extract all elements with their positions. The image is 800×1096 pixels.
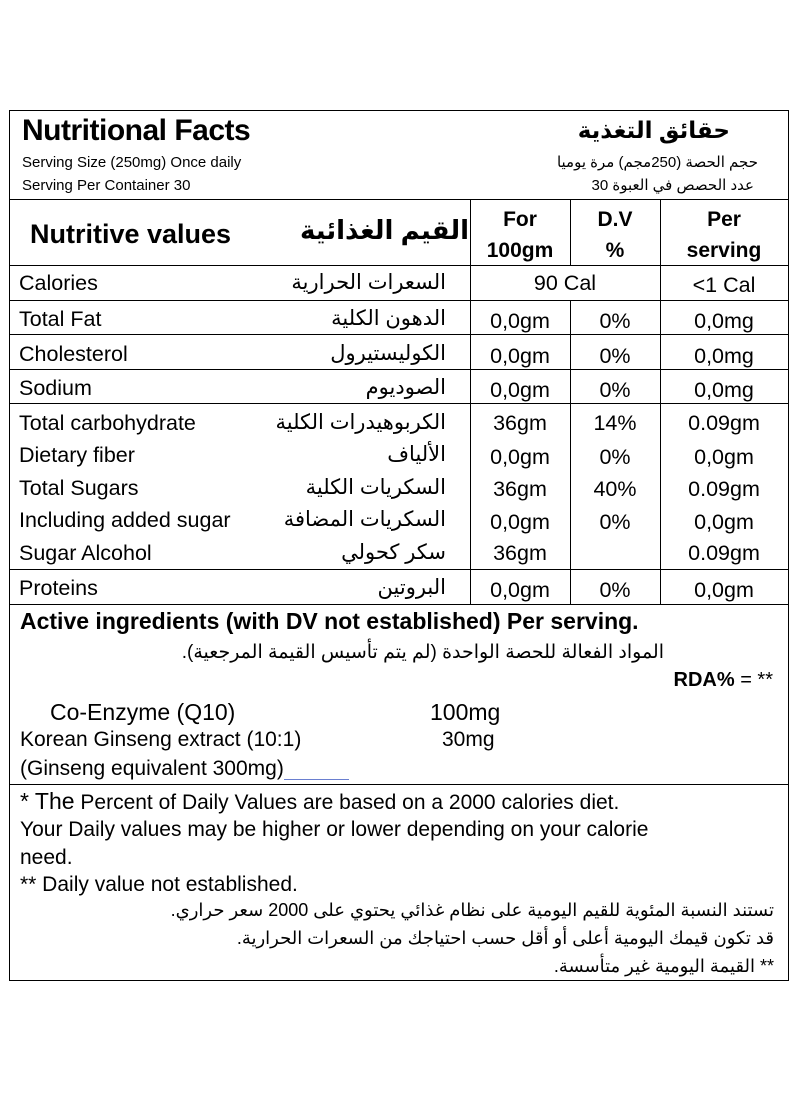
divider — [10, 199, 788, 200]
per-serving-value: 0.09gm — [688, 411, 760, 435]
dv-percent-value: 40% — [593, 477, 637, 501]
per-100gm-value: 0,0gm — [490, 378, 550, 402]
nutrient-name: Total carbohydrate — [19, 411, 196, 435]
dv-percent-value: 14% — [593, 411, 637, 435]
footnote-daily-values: * The Percent of Daily Values are based on a 2000 calories diet. — [20, 788, 620, 814]
nutrient-name-arabic: سكر كحولي — [341, 541, 446, 564]
dv-percent-value: 0% — [599, 578, 631, 602]
per-serving-value: 0,0mg — [694, 378, 754, 402]
nutrient-name: Total Sugars — [19, 476, 139, 500]
serving-size-arabic: حجم الحصة (250مجم) مرة يوميا — [556, 154, 758, 171]
column-header-per-100gm: For 100gm — [486, 208, 554, 262]
nutrition-label — [9, 110, 789, 981]
column-header-nutritive-values-arabic: القيم الغذائية — [300, 215, 470, 245]
per-100gm-value: 0,0gm — [490, 510, 550, 534]
per-serving-value: 0,0gm — [694, 445, 754, 469]
per-100gm-value: 0,0gm — [490, 309, 550, 333]
nutrient-name: Proteins — [19, 576, 98, 600]
nutrient-name-arabic: الكوليستيرول — [330, 342, 446, 365]
per-100gm-value: 0,0gm — [490, 578, 550, 602]
nutrient-name-arabic: السعرات الحرارية — [291, 271, 446, 294]
servings-per-container-english: Serving Per Container 30 — [22, 177, 191, 194]
title-english: Nutritional Facts — [22, 114, 251, 147]
servings-per-container-arabic: عدد الحصص في العبوة 30 — [591, 177, 754, 194]
divider — [10, 369, 788, 370]
divider — [10, 569, 788, 570]
nutrient-name-arabic: السكريات المضافة — [283, 508, 446, 531]
nutrient-name-arabic: الدهون الكلية — [331, 307, 446, 330]
dv-percent-value: 0% — [599, 378, 631, 402]
nutrient-name-arabic: الصوديوم — [365, 376, 446, 399]
per-serving-value: 0.09gm — [688, 541, 760, 565]
divider — [10, 604, 788, 605]
nutrient-name-arabic: الكربوهيدرات الكلية — [275, 411, 446, 434]
ingredient-name: Co-Enzyme (Q10) — [50, 699, 236, 725]
rda-note: RDA% = ** — [673, 669, 773, 691]
footnote-not-established: ** Daily value not established. — [20, 873, 298, 896]
title-arabic: حقائق التغذية — [577, 117, 730, 143]
per-serving-value: 0,0gm — [694, 578, 754, 602]
ingredient-amount: 100mg — [430, 699, 501, 725]
per-serving-value: 0.09gm — [688, 477, 760, 501]
nutrient-name-arabic: الألياف — [387, 443, 446, 466]
per-100gm-value: 36gm — [493, 541, 547, 565]
nutrient-name: Sugar Alcohol — [19, 541, 152, 565]
footnote-daily-values-line3: need. — [20, 846, 73, 869]
ingredient-name: Korean Ginseng extract (10:1) — [20, 728, 302, 751]
nutrient-name-arabic: البروتين — [377, 576, 446, 599]
footnote-arabic-2: قد تكون قيمك اليومية أعلى أو أقل حسب احتياجك من السعرات الحرارية. — [236, 928, 774, 948]
per-serving-value: 0,0gm — [694, 510, 754, 534]
ingredient-note: (Ginseng equivalent 300mg) — [20, 757, 284, 780]
divider — [10, 334, 788, 335]
per-100gm-value: 36gm — [493, 411, 547, 435]
nutrient-name: Total Fat — [19, 307, 102, 331]
dv-percent-value: 0% — [599, 445, 631, 469]
divider — [10, 784, 788, 785]
dv-percent-value: 0% — [599, 309, 631, 333]
per-serving-value: 0,0mg — [694, 309, 754, 333]
nutrient-name: Dietary fiber — [19, 443, 135, 467]
divider — [10, 403, 788, 404]
footnote-daily-values-line2: Your Daily values may be higher or lower depending on your calorie — [20, 818, 649, 841]
per-100gm-value: 36gm — [493, 477, 547, 501]
serving-size-english: Serving Size (250mg) Once daily — [22, 154, 242, 171]
nutrient-name: Including added sugar — [19, 508, 231, 532]
column-header-dv-percent: D.V % — [597, 208, 633, 262]
active-ingredients-heading: Active ingredients (with DV not established) Per serving. — [20, 608, 639, 634]
column-header-per-serving: Per serving — [686, 208, 762, 262]
calories-value: 90 Cal — [533, 271, 597, 295]
nutrient-name: Sodium — [19, 376, 92, 400]
nutrient-name: Calories — [19, 271, 98, 295]
pen-underline-mark — [284, 779, 349, 780]
per-100gm-value: 0,0gm — [490, 445, 550, 469]
footnote-arabic-3: ** القيمة اليومية غير متأسسة. — [553, 956, 774, 976]
active-ingredients-heading-arabic: المواد الفعالة للحصة الواحدة (لم يتم تأسيس القيمة المرجعية). — [181, 642, 664, 663]
dv-percent-value: 0% — [599, 344, 631, 368]
footnote-arabic-1: تستند النسبة المئوية للقيم اليومية على نظام غذائي يحتوي على 2000 سعر حراري. — [170, 900, 774, 920]
nutrient-name: Cholesterol — [19, 342, 128, 366]
ingredient-amount: 30mg — [442, 728, 495, 751]
per-100gm-value: 0,0gm — [490, 344, 550, 368]
per-serving-value: <1 Cal — [692, 273, 756, 297]
dv-percent-value: 0% — [599, 510, 631, 534]
per-serving-value: 0,0mg — [694, 344, 754, 368]
column-header-nutritive-values: Nutritive values — [30, 219, 232, 249]
nutrient-name-arabic: السكريات الكلية — [305, 476, 446, 499]
divider — [10, 300, 788, 301]
